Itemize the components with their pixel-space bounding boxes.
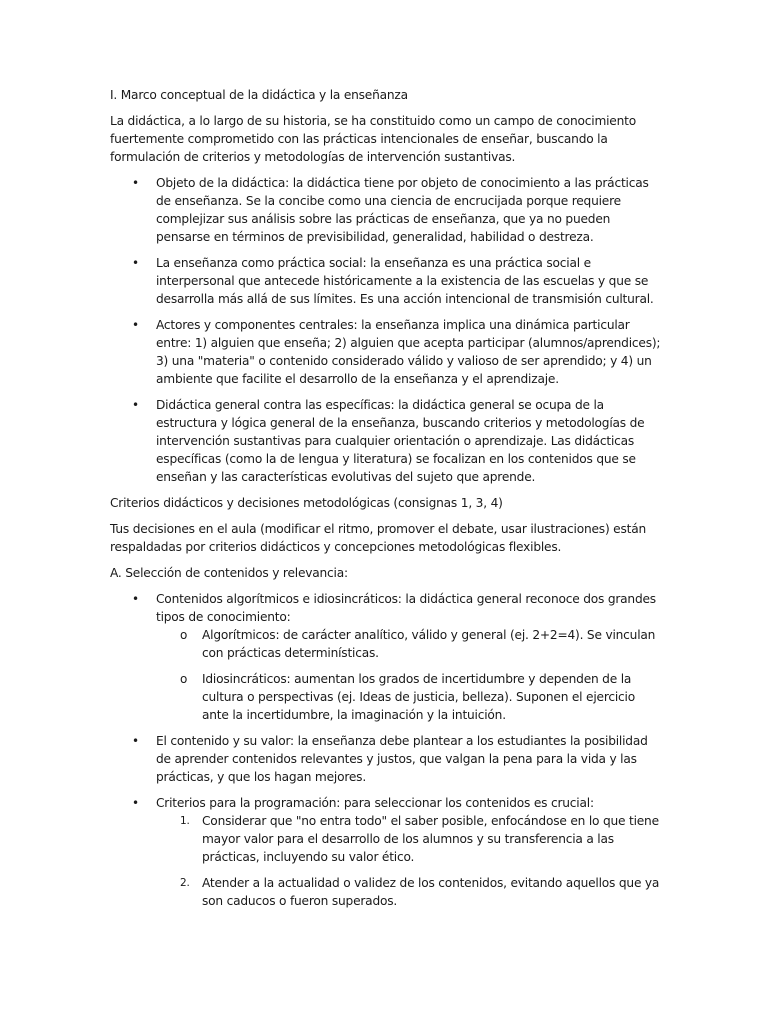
numbered-item (156, 812, 662, 866)
list-item (110, 316, 662, 388)
list-item-text: Actores y componentes centrales: la enseñanza implica una dinámica particular entre: 1) alguien que enseña; 2) alguien que acepta participar (alumnos/aprendices); 3) una "materia" o contenido considerado válido y valioso de ser aprendido; y 4) un ambiente que facilite el desarrollo de la enseñanza y el aprendizaje. (156, 318, 661, 386)
numbered-item (156, 874, 662, 910)
document-page (110, 86, 662, 918)
bullet-icon: • (132, 398, 139, 412)
intro-paragraph: La didáctica, a lo largo de su historia, se ha constituido como un campo de conocimiento fuertemente comprometido con las prácticas intencionales de enseñar, buscando la formulación de criterios y metodologías de intervención sustantivas. (110, 114, 636, 164)
list-item (110, 254, 662, 308)
circle-bullet-icon: o (180, 628, 188, 642)
sub-list (156, 626, 662, 724)
section-2-intro: Tus decisiones en el aula (modificar el ritmo, promover el debate, usar ilustraciones) están respaldadas por criterios didácticos y concepciones metodológicas flexibles. (110, 522, 646, 554)
circle-bullet-icon: o (180, 672, 188, 686)
bullet-icon: • (132, 592, 139, 606)
item-number: 1. (180, 815, 190, 827)
bullet-icon: • (132, 318, 139, 332)
list-item-text: Didáctica general contra las específicas: la didáctica general se ocupa de la estructura y lógica general de la enseñanza, buscando criterios y metodologías de intervención sustantivas para cualquier orientación o aprendizaje. Las didácticas específicas (como la de lengua y literatura) se focalizan en los contenidos que se enseñan y las características evolutivas del sujeto que aprende. (156, 398, 645, 484)
bullet-icon: • (132, 796, 139, 810)
item-number: 2. (180, 877, 190, 889)
section-a-title: A. Selección de contenidos y relevancia: (110, 566, 348, 580)
list-item (110, 794, 662, 910)
list-item-text: Criterios para la programación: para seleccionar los contenidos es crucial: (156, 796, 594, 810)
numbered-item-text: Considerar que "no entra todo" el saber posible, enfocándose en lo que tiene mayor valor para el desarrollo de los alumnos y su transferencia a las prácticas, incluyendo su valor ético. (202, 814, 659, 864)
section-title: I. Marco conceptual de la didáctica y la enseñanza (110, 88, 408, 102)
numbered-list (156, 812, 662, 910)
list-item-text: El contenido y su valor: la enseñanza debe plantear a los estudiantes la posibilidad de aprender contenidos relevantes y justos, que valgan la pena para la vida y las prácticas, y que los hagan mejores. (156, 734, 648, 784)
bullet-icon: • (132, 256, 139, 270)
list-item (110, 590, 662, 724)
list-item (110, 732, 662, 786)
list-item-text: Contenidos algorítmicos e idiosincráticos: la didáctica general reconoce dos grandes tipos de conocimiento: (156, 592, 656, 624)
list-item-text: La enseñanza como práctica social: la enseñanza es una práctica social e interpersonal que antecede históricamente a la existencia de las escuelas y que se desarrolla más allá de sus límites. Es una acción intencional de transmisión cultural. (156, 256, 654, 306)
list-item-text: Objeto de la didáctica: la didáctica tiene por objeto de conocimiento a las prácticas de enseñanza. Se la concibe como una ciencia de encrucijada porque requiere complejizar sus análisis sobre las prácticas de enseñanza, que ya no pueden pensarse en términos de previsibilidad, generalidad, habilidad o destreza. (156, 176, 649, 244)
list-item (110, 174, 662, 246)
list-item (110, 396, 662, 486)
sub-list-item-text: Algorítmicos: de carácter analítico, válido y general (ej. 2+2=4). Se vinculan con prácticas determinísticas. (202, 628, 656, 660)
sub-list-item (156, 670, 662, 724)
sub-list-item (156, 626, 662, 662)
concept-bullet-list (110, 174, 662, 486)
sub-list-item-text: Idiosincráticos: aumentan los grados de incertidumbre y dependen de la cultura o perspectivas (ej. Ideas de justicia, belleza). Suponen el ejercicio ante la incertidumbre, la imaginación y la intuición. (202, 672, 636, 722)
section-a-bullet-list (110, 590, 662, 910)
bullet-icon: • (132, 176, 139, 190)
bullet-icon: • (132, 734, 139, 748)
numbered-item-text: Atender a la actualidad o validez de los contenidos, evitando aquellos que ya son caducos o fueron superados. (202, 876, 660, 908)
section-2-title: Criterios didácticos y decisiones metodológicas (consignas 1, 3, 4) (110, 496, 503, 510)
